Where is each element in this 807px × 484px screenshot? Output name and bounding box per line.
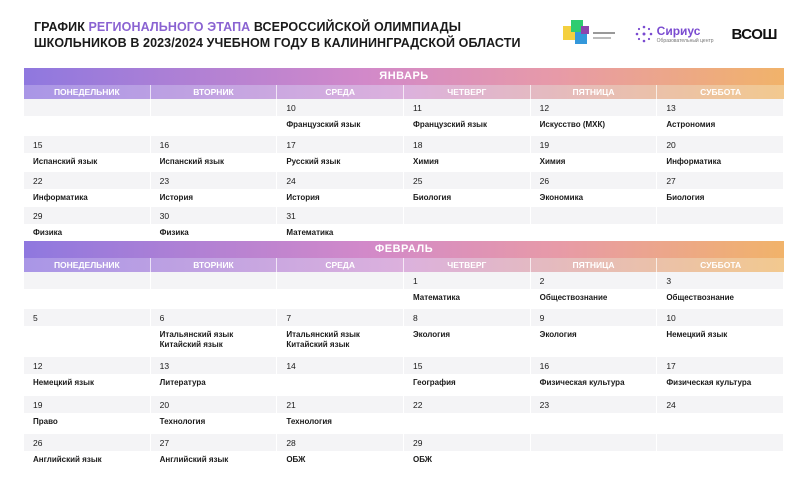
- day-cell: [531, 434, 658, 471]
- day-number-band: [531, 207, 658, 224]
- cube-logo-icon: [561, 18, 617, 50]
- olympiad-subject: Французский язык: [412, 120, 488, 129]
- page-title: [34, 19, 521, 51]
- day-cell: [404, 309, 531, 357]
- day-number-band: [531, 434, 658, 451]
- day-number: 13: [159, 361, 170, 371]
- olympiad-subject: Испанский язык: [159, 157, 224, 166]
- day-cell: [531, 272, 658, 309]
- day-number-band: [657, 99, 784, 116]
- day-cell: [277, 357, 404, 396]
- day-number-band: [657, 207, 784, 224]
- vsosh-logo: ВСОШ: [731, 25, 777, 43]
- day-number: 16: [539, 361, 550, 371]
- day-cell: [531, 172, 658, 207]
- day-cell: [24, 272, 151, 309]
- day-number: 27: [159, 438, 170, 448]
- day-number-band: [657, 272, 784, 289]
- day-number: 17: [666, 361, 676, 371]
- day-cell: [277, 272, 404, 309]
- weekday-label: СУББОТА: [700, 260, 742, 270]
- olympiad-subject: Информатика: [33, 193, 88, 202]
- day-number-band: [404, 434, 531, 451]
- olympiad-subject: Химия: [412, 157, 439, 166]
- day-number-band: [531, 136, 658, 153]
- weekday-label: ЧЕТВЕРГ: [404, 258, 531, 272]
- day-number-band: [657, 357, 784, 374]
- day-cell: [277, 309, 404, 357]
- day-number-band: [531, 272, 658, 289]
- day-number: 12: [539, 103, 550, 113]
- day-cell: [657, 172, 784, 207]
- sirius-logo: [635, 25, 714, 44]
- day-number-band: [657, 434, 784, 451]
- day-number-band: [24, 99, 151, 116]
- day-number-band: [151, 357, 278, 374]
- day-cell: [404, 357, 531, 396]
- olympiad-subject: Немецкий язык: [666, 330, 728, 339]
- day-cell: [657, 309, 784, 357]
- olympiad-subject: Экология: [412, 330, 451, 339]
- weekday-label: ПОНЕДЕЛЬНИК: [24, 258, 151, 272]
- olympiad-subject: Испанский язык: [33, 157, 98, 166]
- day-cell: [151, 396, 278, 434]
- day-number-band: [151, 99, 278, 116]
- day-number-band: [277, 434, 404, 451]
- weekday-header: [24, 258, 784, 272]
- title-part: ГРАФИК: [34, 20, 89, 34]
- day-number-band: [657, 309, 784, 326]
- olympiad-subject: Обществознание: [666, 293, 735, 302]
- olympiad-subject: ОБЖ: [412, 455, 432, 464]
- day-number-band: [404, 309, 531, 326]
- sirius-name: Сириус: [656, 23, 701, 38]
- day-cell: [404, 434, 531, 471]
- day-number: 21: [286, 400, 296, 410]
- day-number-band: [657, 136, 784, 153]
- weekday-label: СРЕДА: [277, 258, 404, 272]
- title-line2: ШКОЛЬНИКОВ В 2023/2024 УЧЕБНОМ ГОДУ В КАЛИНИНГРАДСКОЙ ОБЛАСТИ: [34, 36, 521, 50]
- sirius-subtitle: Образовательный центр: [656, 37, 714, 44]
- olympiad-subject: Экономика: [539, 193, 584, 202]
- day-number: 28: [286, 438, 296, 448]
- day-cell: [151, 99, 278, 136]
- olympiad-subject: Английский язык: [159, 455, 229, 464]
- day-number: 13: [666, 103, 676, 113]
- day-number: 7: [286, 313, 292, 323]
- day-cell: [531, 396, 658, 434]
- olympiad-subject: Биология: [412, 193, 452, 202]
- day-number: 26: [539, 176, 550, 186]
- day-number: 29: [412, 438, 423, 448]
- day-cell: [531, 99, 658, 136]
- olympiad-subject: Физика: [159, 228, 189, 237]
- day-cell: [404, 172, 531, 207]
- calendar-january: [24, 68, 784, 237]
- olympiad-subject: Математика: [286, 228, 334, 237]
- weekday-label: ПЯТНИЦА: [531, 258, 658, 272]
- day-number-band: [24, 396, 151, 413]
- day-number: 14: [286, 361, 296, 371]
- day-cell: [24, 396, 151, 434]
- day-cell: [151, 172, 278, 207]
- day-cell: [531, 207, 658, 234]
- day-number-band: [277, 207, 404, 224]
- day-cell: [531, 309, 658, 357]
- olympiad-subject: Обществознание: [539, 293, 608, 302]
- day-number: 3: [666, 276, 672, 286]
- weekday-label: ЧЕТВЕРГ: [404, 85, 531, 99]
- olympiad-subject: История: [286, 193, 320, 202]
- day-number-band: [24, 172, 151, 189]
- day-number: 18: [412, 140, 423, 150]
- logos: [561, 18, 777, 50]
- day-cell: [404, 99, 531, 136]
- olympiad-subject: Русский язык: [286, 157, 341, 166]
- day-number: 25: [412, 176, 423, 186]
- olympiad-subject: Немецкий язык: [33, 378, 94, 387]
- day-number-band: [277, 99, 404, 116]
- day-number: 20: [159, 400, 170, 410]
- weekday-label: ПОНЕДЕЛЬНИК: [24, 85, 151, 99]
- day-number-band: [404, 136, 531, 153]
- day-number-band: [404, 207, 531, 224]
- calendar-grid: [24, 99, 784, 237]
- olympiad-subject: Итальянский язык Китайский язык: [286, 330, 360, 349]
- day-number-band: [404, 272, 531, 289]
- day-cell: [657, 357, 784, 396]
- day-cell: [277, 434, 404, 471]
- day-number: 8: [412, 313, 418, 323]
- calendar-february: [24, 241, 784, 471]
- day-cell: [277, 99, 404, 136]
- day-number: 15: [412, 361, 423, 371]
- day-cell: [657, 136, 784, 172]
- day-number-band: [404, 99, 531, 116]
- weekday-label: ВТОРНИК: [151, 85, 278, 99]
- olympiad-subject: Технология: [159, 417, 206, 426]
- day-cell: [531, 136, 658, 172]
- weekday-label: СРЕДА: [277, 85, 404, 99]
- day-cell: [24, 434, 151, 471]
- weekday-label: СУББОТА: [700, 87, 742, 97]
- day-number-band: [531, 357, 658, 374]
- day-cell: [151, 272, 278, 309]
- day-number-band: [151, 396, 278, 413]
- day-number-band: [404, 172, 531, 189]
- day-number: 20: [666, 140, 676, 150]
- olympiad-subject: Химия: [539, 157, 566, 166]
- olympiad-subject: Физическая культура: [539, 378, 625, 387]
- day-number-band: [531, 172, 658, 189]
- day-number: 19: [33, 400, 43, 410]
- day-cell: [24, 309, 151, 357]
- day-number: 9: [539, 313, 545, 323]
- olympiad-subject: Английский язык: [33, 455, 102, 464]
- olympiad-subject: Экология: [539, 330, 577, 339]
- day-number-band: [277, 272, 404, 289]
- day-number-band: [531, 396, 658, 413]
- day-number: 19: [539, 140, 550, 150]
- day-cell: [531, 357, 658, 396]
- day-number-band: [151, 136, 278, 153]
- olympiad-subject: Математика: [412, 293, 461, 302]
- day-cell: [657, 396, 784, 434]
- day-number: 29: [33, 211, 43, 221]
- olympiad-subject: Французский язык: [286, 120, 361, 129]
- day-number: 24: [286, 176, 296, 186]
- olympiad-subject: Физика: [33, 228, 63, 237]
- day-cell: [151, 357, 278, 396]
- day-number-band: [277, 136, 404, 153]
- day-number: 27: [666, 176, 676, 186]
- day-number: 22: [33, 176, 43, 186]
- header: [0, 0, 807, 66]
- day-number: 11: [412, 103, 422, 113]
- olympiad-subject: Физическая культура: [666, 378, 752, 387]
- day-number: 2: [539, 276, 545, 286]
- day-number: 26: [33, 438, 43, 448]
- day-number-band: [277, 172, 404, 189]
- olympiad-subject: Право: [33, 417, 58, 426]
- day-number: 6: [159, 313, 165, 323]
- day-number-band: [277, 396, 404, 413]
- day-cell: [24, 172, 151, 207]
- day-cell: [24, 357, 151, 396]
- day-number: 10: [286, 103, 296, 113]
- olympiad-subject: История: [159, 193, 194, 202]
- day-cell: [404, 207, 531, 234]
- day-number-band: [531, 309, 658, 326]
- olympiad-subject: Технология: [286, 417, 332, 426]
- calendar-grid: [24, 272, 784, 471]
- olympiad-subject: Искусство (МХК): [539, 120, 606, 129]
- day-cell: [657, 434, 784, 471]
- day-number-band: [151, 309, 278, 326]
- day-number: 30: [159, 211, 170, 221]
- day-number-band: [151, 172, 278, 189]
- olympiad-subject: ОБЖ: [286, 455, 306, 464]
- title-part: ВСЕРОССИЙСКОЙ ОЛИМПИАДЫ: [250, 20, 462, 34]
- day-cell: [404, 272, 531, 309]
- day-cell: [277, 396, 404, 434]
- olympiad-subject: Итальянский язык Китайский язык: [159, 330, 234, 349]
- day-cell: [151, 207, 278, 237]
- month-title: ФЕВРАЛЬ: [24, 241, 784, 258]
- day-number-band: [277, 309, 404, 326]
- day-number: 12: [33, 361, 43, 371]
- day-number: 23: [159, 176, 170, 186]
- day-number-band: [24, 272, 151, 289]
- weekday-header: [24, 85, 784, 99]
- month-title: ЯНВАРЬ: [24, 68, 784, 85]
- olympiad-subject: География: [412, 378, 456, 387]
- day-number: 31: [286, 211, 296, 221]
- day-cell: [277, 172, 404, 207]
- olympiad-subject: Литература: [159, 378, 206, 387]
- day-cell: [151, 136, 278, 172]
- day-cell: [657, 99, 784, 136]
- day-cell: [404, 396, 531, 434]
- day-number-band: [657, 396, 784, 413]
- day-number-band: [24, 207, 151, 224]
- day-number-band: [277, 357, 404, 374]
- day-cell: [657, 207, 784, 234]
- day-number: 15: [33, 140, 43, 150]
- day-cell: [24, 207, 151, 237]
- day-number-band: [151, 272, 278, 289]
- day-number: 24: [666, 400, 676, 410]
- day-number-band: [24, 357, 151, 374]
- day-number-band: [24, 434, 151, 451]
- day-number-band: [404, 357, 531, 374]
- olympiad-subject: Астрономия: [666, 120, 716, 129]
- day-cell: [277, 136, 404, 172]
- day-cell: [657, 272, 784, 309]
- day-cell: [24, 99, 151, 136]
- day-number-band: [404, 396, 531, 413]
- day-number: 5: [33, 313, 38, 323]
- weekday-label: ВТОРНИК: [151, 258, 278, 272]
- olympiad-subject: Биология: [666, 193, 705, 202]
- day-number-band: [151, 434, 278, 451]
- day-number: 23: [539, 400, 550, 410]
- day-number-band: [531, 99, 658, 116]
- day-number: 16: [159, 140, 170, 150]
- day-number-band: [24, 136, 151, 153]
- day-number: 1: [412, 276, 418, 286]
- day-number: 17: [286, 140, 296, 150]
- day-cell: [404, 136, 531, 172]
- day-number-band: [151, 207, 278, 224]
- sirius-star-icon: [635, 25, 653, 43]
- title-accent: РЕГИОНАЛЬНОГО ЭТАПА: [88, 20, 251, 34]
- day-cell: [24, 136, 151, 172]
- day-number-band: [657, 172, 784, 189]
- day-cell: [151, 309, 278, 357]
- day-number-band: [24, 309, 151, 326]
- olympiad-subject: Информатика: [666, 157, 722, 166]
- day-number: 22: [412, 400, 423, 410]
- day-cell: [151, 434, 278, 471]
- day-cell: [277, 207, 404, 237]
- day-number: 10: [666, 313, 676, 323]
- weekday-label: ПЯТНИЦА: [531, 85, 658, 99]
